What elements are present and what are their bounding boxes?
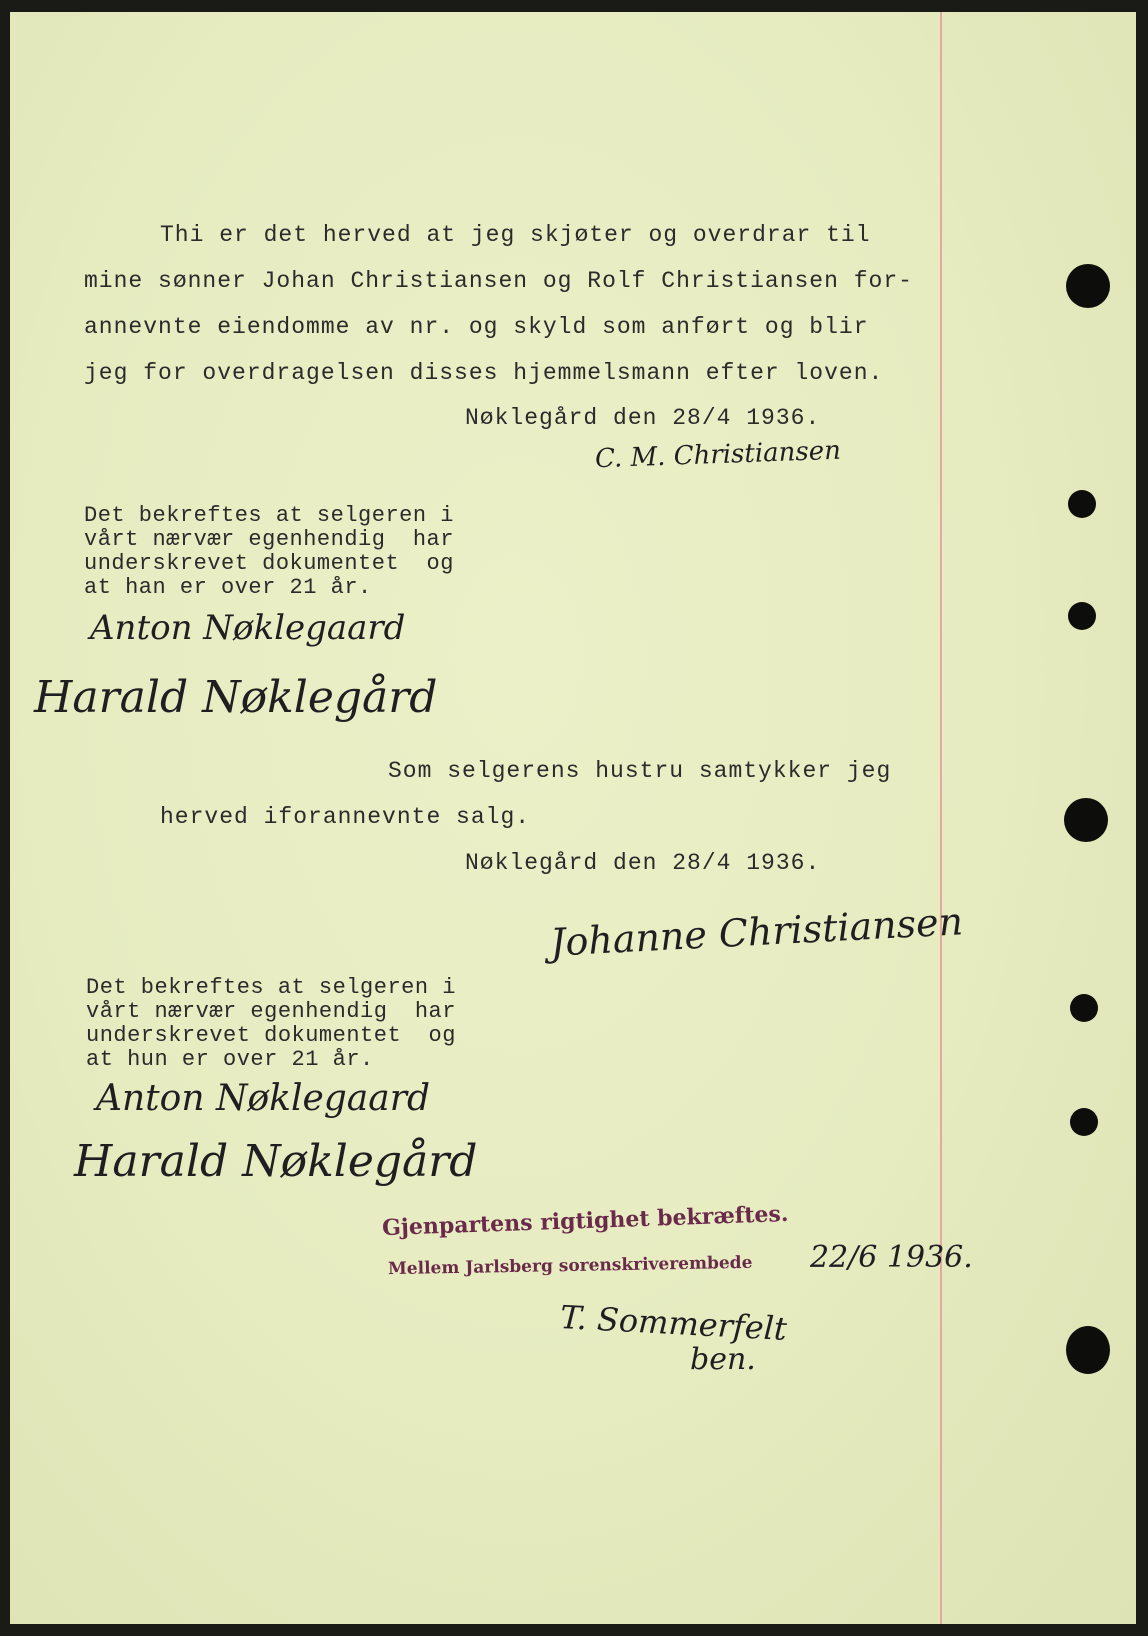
consent-line: herved iforannevnte salg. [160, 804, 531, 830]
certification-stamp: Mellem Jarlsberg sorenskriverembede [387, 1252, 753, 1280]
consent-place-date: Nøklegård den 28/4 1936. [465, 850, 821, 876]
punch-hole [1070, 1108, 1098, 1136]
witness-signature: Anton Nøklegaard [90, 608, 406, 648]
punch-hole [1066, 264, 1110, 308]
deed-line: mine sønner Johan Christiansen og Rolf Christiansen for- [84, 268, 913, 294]
witness-signature: Harald Nøklegård [74, 1136, 478, 1187]
wife-signature: Johanne Christiansen [549, 899, 965, 965]
consent-line: Som selgerens hustru samtykker jeg [388, 758, 892, 784]
witness-signature: Harald Nøklegård [34, 672, 438, 723]
witness-line: vårt nærvær egenhendig har [86, 999, 456, 1024]
witness-line: at hun er over 21 år. [86, 1047, 374, 1072]
witness-line: underskrevet dokumentet og [86, 1023, 456, 1048]
punch-hole [1068, 602, 1096, 630]
punch-hole [1068, 490, 1096, 518]
witness-signature: Anton Nøklegaard [96, 1078, 430, 1119]
certification-date: 22/6 1936. [810, 1240, 973, 1275]
certification-stamp: Gjenpartens rigtighet bekræftes. [381, 1200, 789, 1242]
deed-line: annevnte eiendomme av nr. og skyld som anført og blir [84, 314, 869, 340]
punch-hole [1066, 1326, 1110, 1374]
document-page [10, 12, 1136, 1624]
witness-line: Det bekreftes at selgeren i [84, 503, 454, 528]
deed-line: Thi er det herved at jeg skjøter og overdrar til [160, 222, 871, 248]
punch-hole [1064, 798, 1108, 842]
witness-line: Det bekreftes at selgeren i [86, 975, 456, 1000]
deed-line: jeg for overdragelsen disses hjemmelsmann efter loven. [84, 360, 884, 386]
witness-line: vårt nærvær egenhendig har [84, 527, 454, 552]
clerk-signature: ben. [690, 1342, 756, 1377]
seller-signature: C. M. Christiansen [594, 435, 842, 475]
punch-hole [1070, 994, 1098, 1022]
witness-line: underskrevet dokumentet og [84, 551, 454, 576]
margin-line [940, 12, 942, 1624]
witness-line: at han er over 21 år. [84, 575, 372, 600]
deed-place-date: Nøklegård den 28/4 1936. [465, 405, 821, 431]
clerk-signature: T. Sommerfelt [559, 1298, 788, 1348]
